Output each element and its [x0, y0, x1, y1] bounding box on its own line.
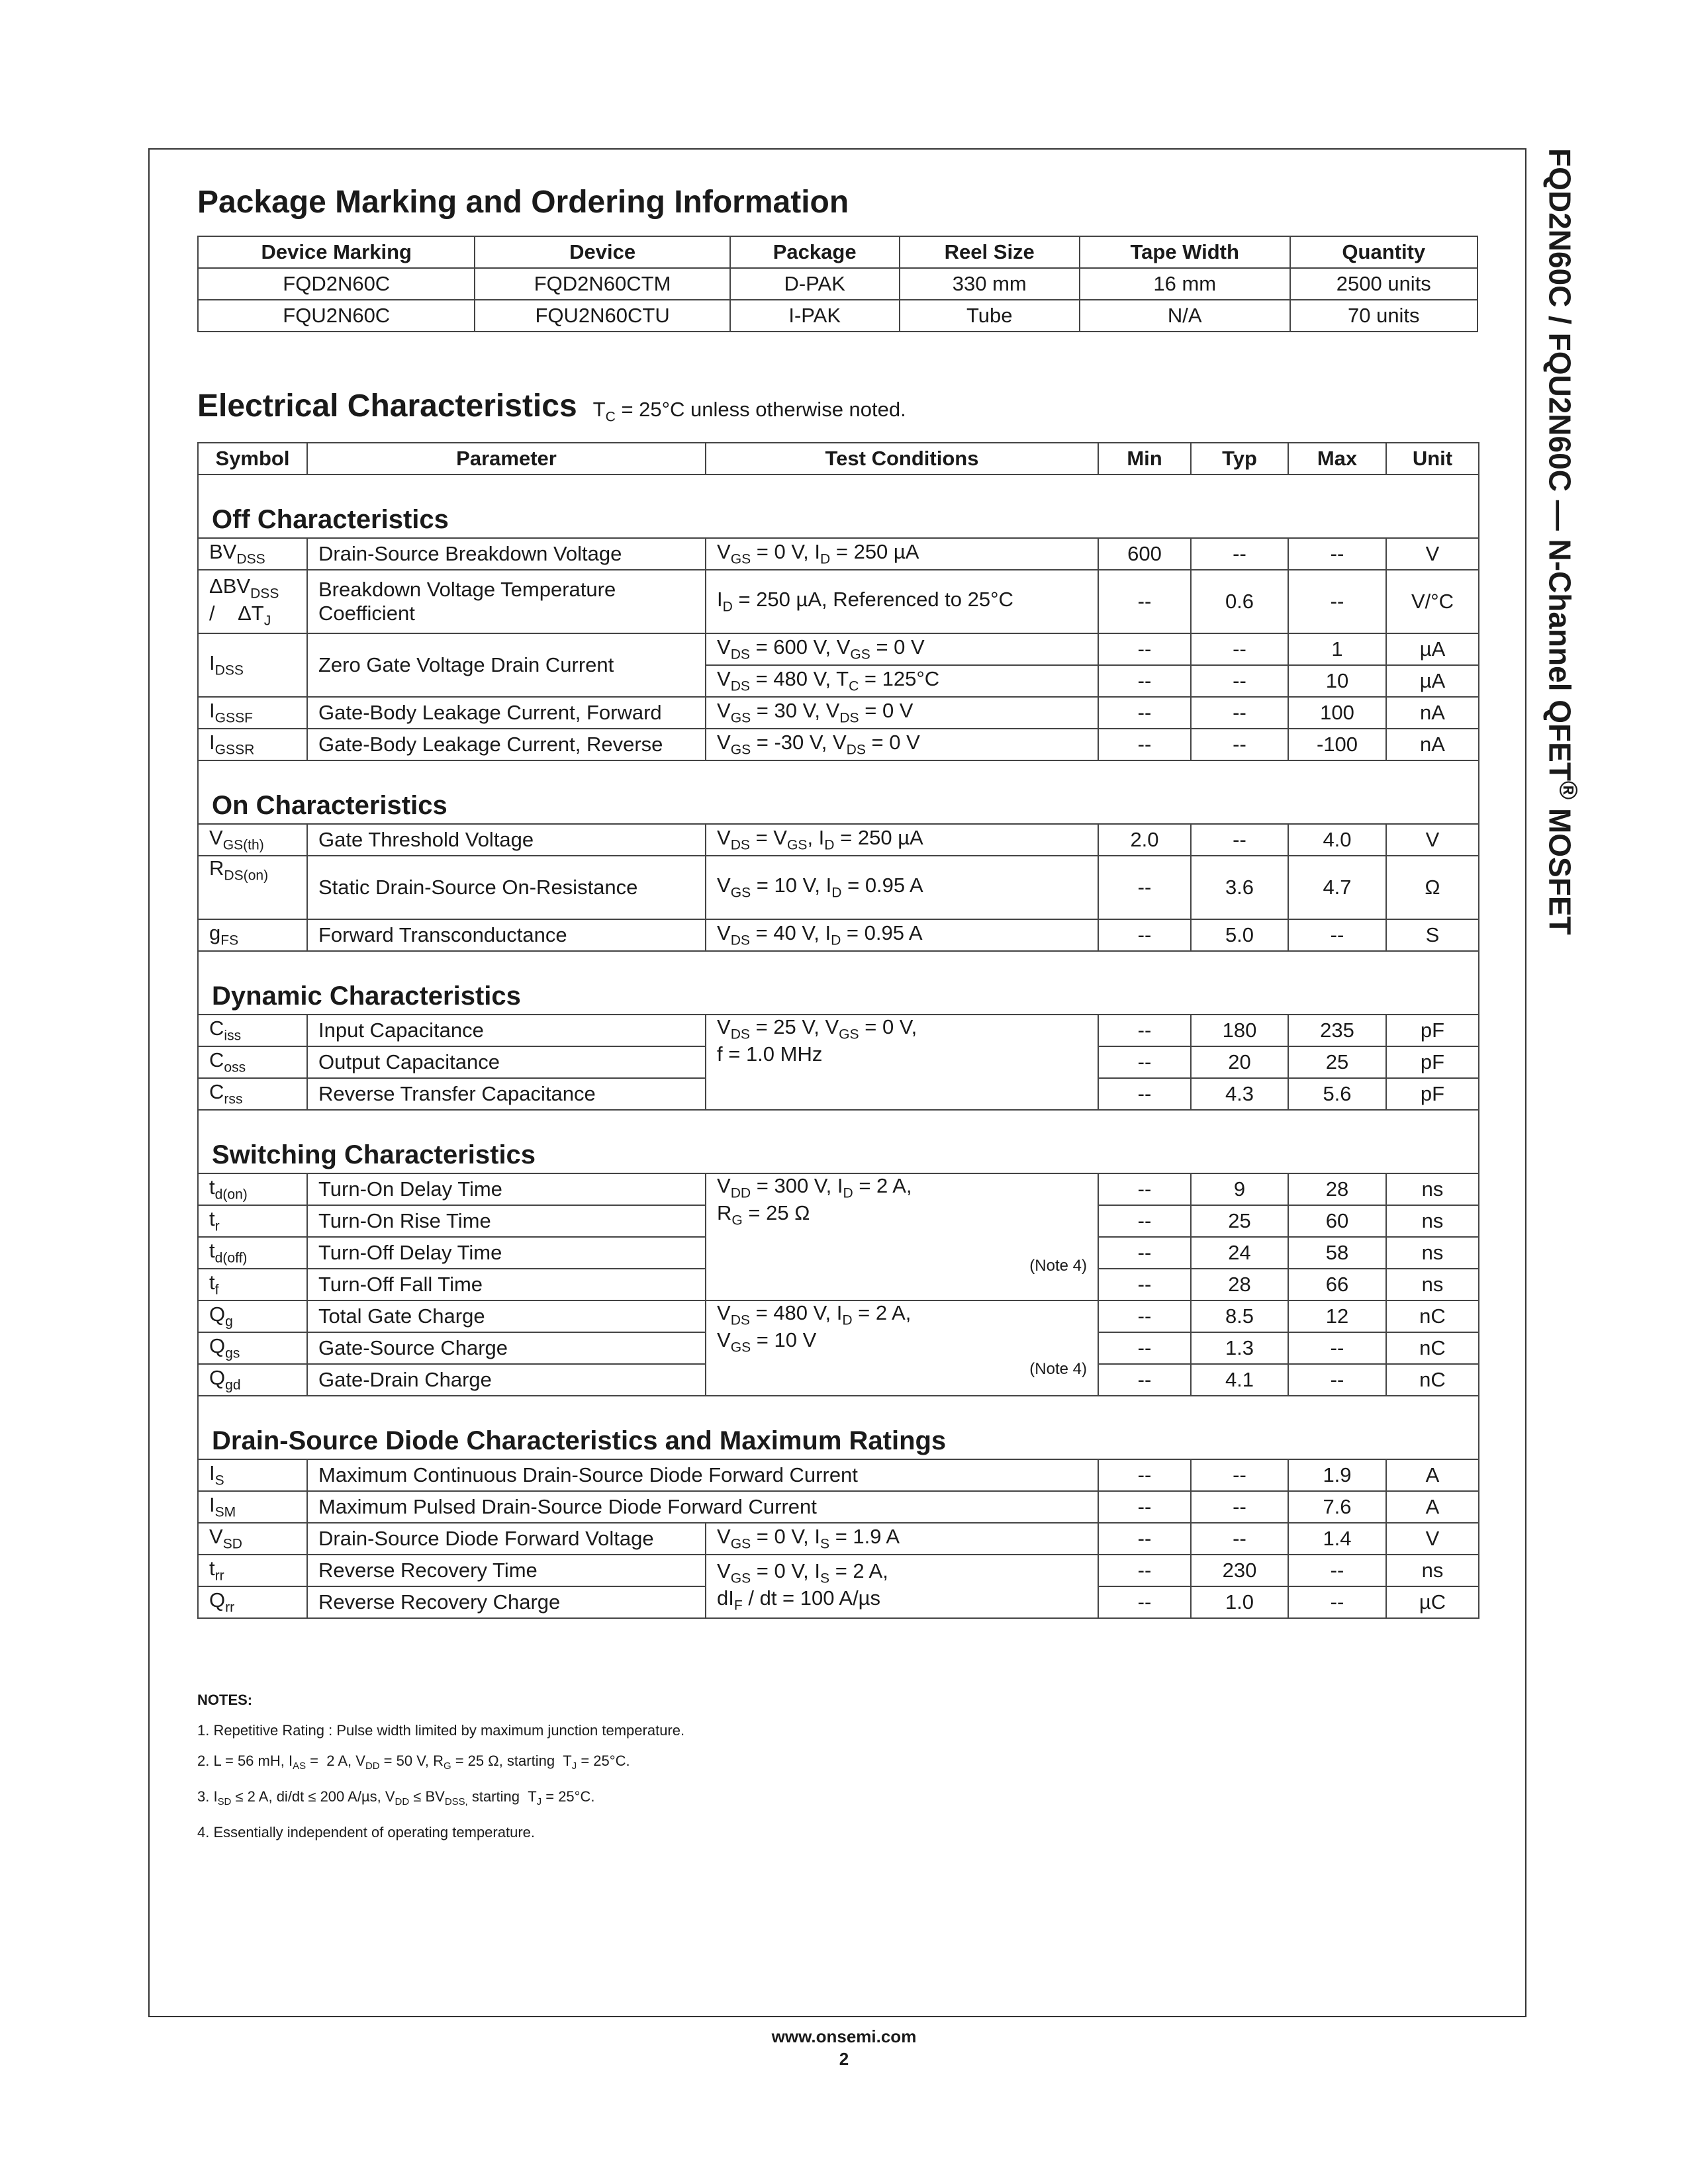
- note-2: 2. L = 56 mH, $I_{AS} = 2$ A, $V_{DD} = 50$ V, $R_G = 25$ Ω, starting $T_J = 25^\circ C$.: [197, 1752, 630, 1772]
- unit: µA: [1386, 665, 1479, 697]
- notes-title: NOTES:: [197, 1692, 253, 1708]
- max-value: 4.7: [1288, 856, 1386, 919]
- typ-value: --: [1191, 729, 1288, 760]
- max-value: --: [1288, 570, 1386, 633]
- typ-value: 8.5: [1191, 1300, 1288, 1332]
- test-conditions: $V_{GS} = 0$ V, $I_D = 250$ µA: [706, 538, 1098, 570]
- max-value: -100: [1288, 729, 1386, 760]
- test-conditions: $V_{DS} = 25$ V, $V_{GS} = 0$ V, f = 1.0 MHz: [706, 1015, 1098, 1110]
- parameter: Gate-Body Leakage Current, Reverse: [307, 729, 706, 760]
- parameter: Maximum Continuous Drain-Source Diode Forward Current: [307, 1459, 1098, 1491]
- unit: pF: [1386, 1078, 1479, 1110]
- electrical-title-block: [197, 388, 906, 425]
- typ-value: 9: [1191, 1173, 1288, 1205]
- parameter: Reverse Recovery Charge: [307, 1586, 706, 1618]
- note-ref: (Note 4): [1029, 1256, 1087, 1275]
- col-header: Quantity: [1290, 236, 1477, 268]
- symbol: $Q_g$: [198, 1300, 307, 1332]
- typ-value: 4.3: [1191, 1078, 1288, 1110]
- electrical-header-row: [198, 443, 1479, 475]
- symbol: $I_{SM}$: [198, 1491, 307, 1523]
- section-row: [198, 475, 1479, 538]
- unit: pF: [1386, 1015, 1479, 1046]
- table-cell: FQD2N60CTM: [475, 268, 729, 300]
- table-row: [198, 1491, 1479, 1523]
- min-value: --: [1098, 1078, 1191, 1110]
- section-row: [198, 1110, 1479, 1173]
- min-value: --: [1098, 1237, 1191, 1269]
- table-row: [198, 1015, 1479, 1046]
- table-row: [198, 919, 1479, 951]
- note-3: 3. $I_{SD} \le 2$ A, di/dt ≤ 200 A/µs, $V_{DD} \le BV_{DSS,}$ starting $T_J = 25^\circ C$.: [197, 1788, 595, 1808]
- min-value: --: [1098, 697, 1191, 729]
- parameter: Turn-On Rise Time: [307, 1205, 706, 1237]
- max-value: 5.6: [1288, 1078, 1386, 1110]
- electrical-title: Electrical Characteristics: [197, 388, 577, 424]
- unit: ns: [1386, 1237, 1479, 1269]
- table-row: [198, 1173, 1479, 1205]
- min-value: --: [1098, 856, 1191, 919]
- unit: ns: [1386, 1205, 1479, 1237]
- typ-value: 1.3: [1191, 1332, 1288, 1364]
- max-value: 7.6: [1288, 1491, 1386, 1523]
- max-value: --: [1288, 1364, 1386, 1396]
- col-header: Symbol: [198, 443, 307, 475]
- table-row: [198, 729, 1479, 760]
- test-conditions: $V_{DS} = 480$ V, $I_D = 2$ A, $V_{GS} = 10$ V (Note 4): [706, 1300, 1098, 1396]
- min-value: --: [1098, 633, 1191, 665]
- parameter: Drain-Source Diode Forward Voltage: [307, 1523, 706, 1555]
- max-value: --: [1288, 919, 1386, 951]
- test-conditions: $V_{DS} = V_{GS}$, $I_D = 250$ µA: [706, 824, 1098, 856]
- table-cell: Tube: [900, 300, 1080, 332]
- test-conditions: $V_{GS} = 10$ V, $I_D = 0.95$ A: [706, 856, 1098, 919]
- footer: [0, 2025, 1688, 2070]
- table-cell: FQD2N60C: [198, 268, 475, 300]
- unit: ns: [1386, 1173, 1479, 1205]
- table-row: [198, 1555, 1479, 1586]
- notes-block: [197, 1685, 684, 1848]
- min-value: --: [1098, 1046, 1191, 1078]
- parameter: Gate-Source Charge: [307, 1332, 706, 1364]
- page-number: 2: [839, 2049, 849, 2069]
- unit: nA: [1386, 729, 1479, 760]
- table-cell: 16 mm: [1080, 268, 1290, 300]
- package-title: Package Marking and Ordering Information: [197, 185, 849, 220]
- col-header: Max: [1288, 443, 1386, 475]
- note-ref: (Note 4): [1029, 1359, 1087, 1378]
- typ-value: --: [1191, 1491, 1288, 1523]
- symbol: $C_{oss}$: [198, 1046, 307, 1078]
- parameter: Drain-Source Breakdown Voltage: [307, 538, 706, 570]
- min-value: --: [1098, 729, 1191, 760]
- col-header: Min: [1098, 443, 1191, 475]
- parameter: Maximum Pulsed Drain-Source Diode Forward Current: [307, 1491, 1098, 1523]
- max-value: --: [1288, 1586, 1386, 1618]
- typ-value: --: [1191, 665, 1288, 697]
- table-row: [198, 1459, 1479, 1491]
- max-value: --: [1288, 1332, 1386, 1364]
- max-value: 12: [1288, 1300, 1386, 1332]
- unit: nC: [1386, 1364, 1479, 1396]
- parameter: Total Gate Charge: [307, 1300, 706, 1332]
- parameter: Forward Transconductance: [307, 919, 706, 951]
- symbol: $Q_{gd}$: [198, 1364, 307, 1396]
- typ-value: 28: [1191, 1269, 1288, 1300]
- typ-value: 24: [1191, 1237, 1288, 1269]
- typ-value: --: [1191, 633, 1288, 665]
- typ-value: 180: [1191, 1015, 1288, 1046]
- max-value: 10: [1288, 665, 1386, 697]
- unit: Ω: [1386, 856, 1479, 919]
- col-header: Tape Width: [1080, 236, 1290, 268]
- table-row: [198, 300, 1477, 332]
- symbol: $C_{iss}$: [198, 1015, 307, 1046]
- section-row: [198, 760, 1479, 824]
- typ-value: --: [1191, 824, 1288, 856]
- unit: µC: [1386, 1586, 1479, 1618]
- symbol: $R_{DS(on)}$: [198, 856, 307, 919]
- unit: S: [1386, 919, 1479, 951]
- min-value: --: [1098, 1523, 1191, 1555]
- max-value: 100: [1288, 697, 1386, 729]
- parameter: Input Capacitance: [307, 1015, 706, 1046]
- table-row: [198, 538, 1479, 570]
- symbol: $I_S$: [198, 1459, 307, 1491]
- typ-value: 3.6: [1191, 856, 1288, 919]
- min-value: --: [1098, 1332, 1191, 1364]
- min-value: --: [1098, 1459, 1191, 1491]
- symbol: $I_{DSS}$: [198, 633, 307, 697]
- unit: pF: [1386, 1046, 1479, 1078]
- unit: µA: [1386, 633, 1479, 665]
- parameter: Reverse Recovery Time: [307, 1555, 706, 1586]
- table-row: [198, 1300, 1479, 1332]
- parameter: Gate Threshold Voltage: [307, 824, 706, 856]
- parameter: Turn-On Delay Time: [307, 1173, 706, 1205]
- table-cell: 2500 units: [1290, 268, 1477, 300]
- min-value: --: [1098, 665, 1191, 697]
- test-conditions: $I_D = 250$ µA, Referenced to 25°C: [706, 570, 1098, 633]
- table-row: [198, 268, 1477, 300]
- table-cell: 70 units: [1290, 300, 1477, 332]
- note-4: 4. Essentially independent of operating temperature.: [197, 1824, 535, 1841]
- side-title: FQD2N60C / FQU2N60C — N-Channel QFET® MOSFET: [1542, 148, 1583, 935]
- test-conditions: $V_{GS} = 30$ V, $V_{DS} = 0$ V: [706, 697, 1098, 729]
- min-value: --: [1098, 1491, 1191, 1523]
- col-header: Parameter: [307, 443, 706, 475]
- col-header: Device Marking: [198, 236, 475, 268]
- col-header: Unit: [1386, 443, 1479, 475]
- typ-value: 20: [1191, 1046, 1288, 1078]
- typ-value: 1.0: [1191, 1586, 1288, 1618]
- symbol: $C_{rss}$: [198, 1078, 307, 1110]
- test-conditions: $V_{GS} = -30$ V, $V_{DS} = 0$ V: [706, 729, 1098, 760]
- section-heading-diode: Drain-Source Diode Characteristics and Maximum Ratings: [198, 1396, 1479, 1459]
- table-cell: I-PAK: [730, 300, 900, 332]
- max-value: 60: [1288, 1205, 1386, 1237]
- unit: ns: [1386, 1555, 1479, 1586]
- table-row: [198, 570, 1479, 633]
- test-conditions: $V_{GS} = 0$ V, $I_S = 2$ A, $dI_F$ / dt = 100 A/µs: [706, 1555, 1098, 1618]
- parameter: Static Drain-Source On-Resistance: [307, 856, 706, 919]
- unit: V/°C: [1386, 570, 1479, 633]
- min-value: --: [1098, 1364, 1191, 1396]
- max-value: 1.4: [1288, 1523, 1386, 1555]
- table-row: [198, 1523, 1479, 1555]
- col-header: Test Conditions: [706, 443, 1098, 475]
- symbol: $V_{SD}$: [198, 1523, 307, 1555]
- symbol: $I_{GSSR}$: [198, 729, 307, 760]
- min-value: --: [1098, 1015, 1191, 1046]
- min-value: 600: [1098, 538, 1191, 570]
- unit: nC: [1386, 1332, 1479, 1364]
- unit: A: [1386, 1491, 1479, 1523]
- min-value: --: [1098, 1586, 1191, 1618]
- package-table: [197, 236, 1478, 332]
- table-row: [198, 824, 1479, 856]
- section-heading-on: On Characteristics: [198, 760, 1479, 824]
- parameter: Turn-Off Delay Time: [307, 1237, 706, 1269]
- max-value: 1.9: [1288, 1459, 1386, 1491]
- parameter: Zero Gate Voltage Drain Current: [307, 633, 706, 697]
- section-heading-switching: Switching Characteristics: [198, 1110, 1479, 1173]
- symbol: $V_{GS(th)}$: [198, 824, 307, 856]
- section-row: [198, 951, 1479, 1015]
- section-heading-off: Off Characteristics: [198, 475, 1479, 538]
- max-value: 66: [1288, 1269, 1386, 1300]
- symbol: $BV_{DSS}$: [198, 538, 307, 570]
- symbol: $Q_{rr}$: [198, 1586, 307, 1618]
- typ-value: 25: [1191, 1205, 1288, 1237]
- unit: V: [1386, 1523, 1479, 1555]
- min-value: --: [1098, 1269, 1191, 1300]
- typ-value: --: [1191, 538, 1288, 570]
- unit: ns: [1386, 1269, 1479, 1300]
- typ-value: 230: [1191, 1555, 1288, 1586]
- min-value: --: [1098, 1555, 1191, 1586]
- side-title-band: [1536, 148, 1589, 1009]
- symbol: $t_r$: [198, 1205, 307, 1237]
- test-conditions: $V_{DS} = 600$ V, $V_{GS} = 0$ V: [706, 633, 1098, 665]
- unit: nC: [1386, 1300, 1479, 1332]
- max-value: 58: [1288, 1237, 1386, 1269]
- typ-value: --: [1191, 1459, 1288, 1491]
- unit: nA: [1386, 697, 1479, 729]
- table-cell: D-PAK: [730, 268, 900, 300]
- typ-value: --: [1191, 1523, 1288, 1555]
- min-value: --: [1098, 1205, 1191, 1237]
- max-value: 4.0: [1288, 824, 1386, 856]
- package-header-row: [198, 236, 1477, 268]
- min-value: --: [1098, 570, 1191, 633]
- electrical-condition: $T_C = 25^\circ C$ unless otherwise noted.: [592, 398, 906, 425]
- unit: V: [1386, 538, 1479, 570]
- table-row: [198, 697, 1479, 729]
- parameter: Output Capacitance: [307, 1046, 706, 1078]
- table-row: [198, 856, 1479, 919]
- col-header: Typ: [1191, 443, 1288, 475]
- table-cell: FQU2N60CTU: [475, 300, 729, 332]
- min-value: 2.0: [1098, 824, 1191, 856]
- col-header: Reel Size: [900, 236, 1080, 268]
- symbol: $\Delta BV_{DSS}$ / $\Delta T_J$: [198, 570, 307, 633]
- typ-value: 4.1: [1191, 1364, 1288, 1396]
- unit: A: [1386, 1459, 1479, 1491]
- section-row: [198, 1396, 1479, 1459]
- typ-value: 5.0: [1191, 919, 1288, 951]
- note-1: 1. Repetitive Rating : Pulse width limited by maximum junction temperature.: [197, 1722, 685, 1739]
- table-row: [198, 633, 1479, 665]
- table-cell: 330 mm: [900, 268, 1080, 300]
- parameter: Gate-Drain Charge: [307, 1364, 706, 1396]
- symbol: $g_{FS}$: [198, 919, 307, 951]
- test-conditions: $V_{DD} = 300$ V, $I_D = 2$ A, $R_G = 25$ Ω (Note 4): [706, 1173, 1098, 1300]
- typ-value: --: [1191, 697, 1288, 729]
- typ-value: 0.6: [1191, 570, 1288, 633]
- parameter: Breakdown Voltage Temperature Coefficient: [307, 570, 706, 633]
- max-value: 235: [1288, 1015, 1386, 1046]
- electrical-table: [197, 442, 1479, 1619]
- section-heading-dynamic: Dynamic Characteristics: [198, 951, 1479, 1015]
- table-cell: FQU2N60C: [198, 300, 475, 332]
- min-value: --: [1098, 1173, 1191, 1205]
- symbol: $t_{d(on)}$: [198, 1173, 307, 1205]
- max-value: --: [1288, 538, 1386, 570]
- max-value: 25: [1288, 1046, 1386, 1078]
- unit: V: [1386, 824, 1479, 856]
- symbol: $t_{d(off)}$: [198, 1237, 307, 1269]
- table-cell: N/A: [1080, 300, 1290, 332]
- symbol: $I_{GSSF}$: [198, 697, 307, 729]
- symbol: $t_{rr}$: [198, 1555, 307, 1586]
- symbol: $t_f$: [198, 1269, 307, 1300]
- min-value: --: [1098, 919, 1191, 951]
- parameter: Turn-Off Fall Time: [307, 1269, 706, 1300]
- max-value: 1: [1288, 633, 1386, 665]
- col-header: Package: [730, 236, 900, 268]
- max-value: 28: [1288, 1173, 1386, 1205]
- parameter: Reverse Transfer Capacitance: [307, 1078, 706, 1110]
- parameter: Gate-Body Leakage Current, Forward: [307, 697, 706, 729]
- test-conditions: $V_{DS} = 480$ V, $T_C = 125^\circ C$: [706, 665, 1098, 697]
- test-conditions: $V_{GS} = 0$ V, $I_S = 1.9$ A: [706, 1523, 1098, 1555]
- col-header: Device: [475, 236, 729, 268]
- min-value: --: [1098, 1300, 1191, 1332]
- test-conditions: $V_{DS} = 40$ V, $I_D = 0.95$ A: [706, 919, 1098, 951]
- max-value: --: [1288, 1555, 1386, 1586]
- footer-url[interactable]: www.onsemi.com: [771, 2026, 917, 2046]
- symbol: $Q_{gs}$: [198, 1332, 307, 1364]
